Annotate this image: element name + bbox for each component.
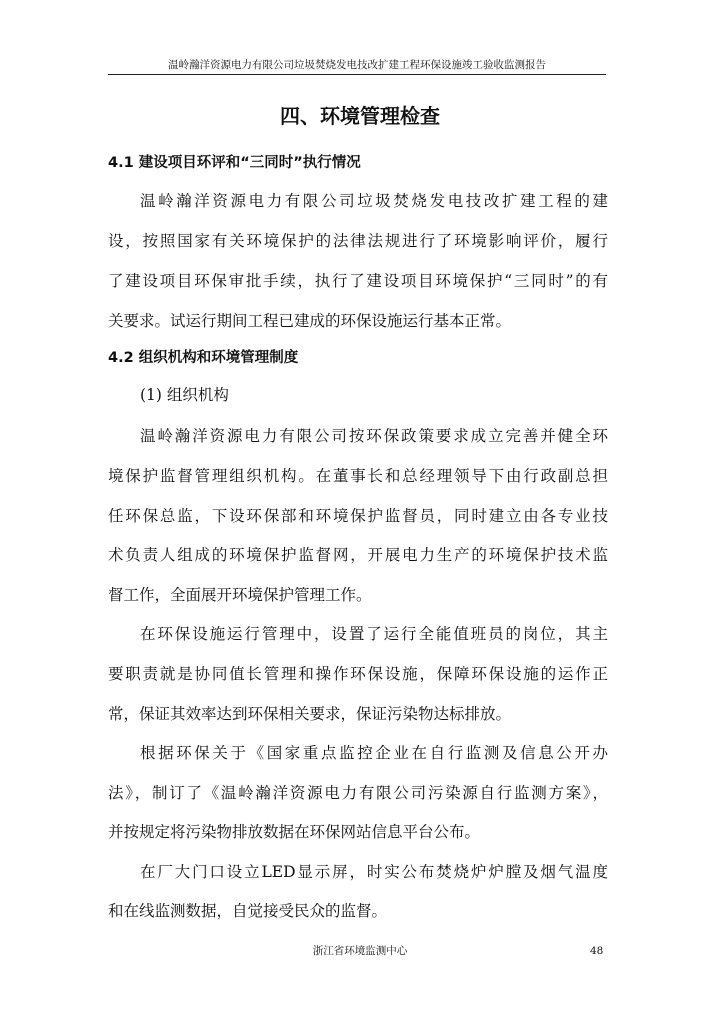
paragraph-line: 法》，制订了《温岭瀚洋资源电力有限公司污染源自行监测方案》， [108,784,608,802]
running-header: 温岭瀚洋资源电力有限公司垃圾焚烧发电技改扩建工程环保设施竣工验收监测报告 [168,59,546,71]
paragraph-line: 常，保证其效率达到环保相关要求，保证污染物达标排放。 [108,705,512,723]
paragraph-line: 术负责人组成的环境保护监督网，开展电力生产的环境保护技术监 [108,546,608,564]
section-heading-4-2: 4.2 组织机构和环境管理制度 [108,350,299,366]
paragraph-line: 和在线监测数据，自觉接受民众的监督。 [108,902,388,920]
paragraph-line: 了建设项目环保审批手续，执行了建设项目环境保护“三同时”的有 [108,272,608,290]
page-number: 48 [590,945,604,957]
paragraph-line: 温岭瀚洋资源电力有限公司垃圾焚烧发电技改扩建工程的建 [140,192,608,210]
paragraph-line: 设，按照国家有关环境保护的法律法规进行了环境影响评价，履行 [108,232,608,250]
paragraph-line: 在环保设施运行管理中，设置了运行全能值班员的岗位，其主 [140,625,608,643]
paragraph-line: 根据环保关于《国家重点监控企业在自行监测及信息公开办 [140,744,608,762]
paragraph-line: 任环保总监，下设环保部和环境保护监督员，同时建立由各专业技 [108,507,608,525]
section-heading-4-1: 4.1 建设项目环评和“三同时”执行情况 [108,155,361,171]
paragraph-line: 督工作，全面展开环境保护管理工作。 [108,586,372,604]
header-rule [108,74,606,75]
chapter-title: 四、环境管理检查 [280,104,440,128]
paragraph-line: 境保护监督管理组织机构。在董事长和总经理领导下由行政副总担 [108,467,608,485]
paragraph-line: 关要求。试运行期间工程已建成的环保设施运行基本正常。 [108,312,512,330]
paragraph-line: 在厂大门口设立LED显示屏，时实公布焚烧炉炉膛及烟气温度 [140,863,608,881]
subsection-heading: (1) 组织机构 [140,386,229,404]
footer-organization: 浙江省环境监测中心 [312,945,408,957]
paragraph-line: 并按规定将污染物排放数据在环保网站信息平台公布。 [108,823,481,841]
paragraph-line: 温岭瀚洋资源电力有限公司按环保政策要求成立完善并健全环 [140,427,608,445]
paragraph-line: 要职责就是协同值长管理和操作环保设施，保障环保设施的运作正 [108,665,608,683]
